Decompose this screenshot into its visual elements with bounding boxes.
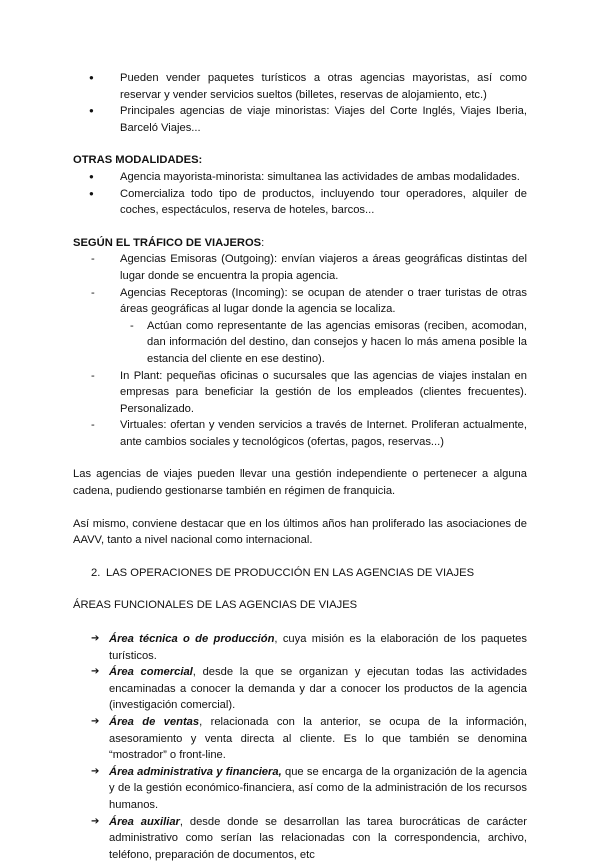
list-item: ➔ Área auxiliar, desde donde se desarrollan las tarea burocráticas de carácter administrativo como serían las relacionadas con la correspondencia, archivo, teléfono, preparación de documentos, etc <box>73 814 527 863</box>
page-content <box>73 70 527 863</box>
list-item: - Virtuales: ofertan y venden servicios a través de Internet. Proliferan actualmente, ante cambios sociales y tecnológicos (ofertas, pagos, reservas...) <box>73 417 527 450</box>
trafico-heading: SEGÚN EL TRÁFICO DE VIAJEROS: <box>73 236 265 249</box>
list-item: - Agencias Receptoras (Incoming): se ocupan de atender o traer turistas de otras áreas geográficas al lugar donde la agencia se localiza. - Actúan como representante de las agencias emisoras (reciben, acomodan, dan información del destino, dan consejos y hacen lo más amena posible la estancia del cliente en ese destino). <box>73 285 527 368</box>
section-title-text: LAS OPERACIONES DE PRODUCCIÓN EN LAS AGENCIAS DE VIAJES <box>106 566 475 579</box>
otras-modalidades-list <box>73 169 527 219</box>
list-item: - Actúan como representante de las agencias emisoras (reciben, acomodan, dan información del destino, dan consejos y hacen lo más amena posible la estancia del cliente en ese destino). <box>120 318 527 368</box>
top-bullet-list <box>73 70 527 136</box>
paragraph: Las agencias de viajes pueden llevar una gestión independiente o pertenecer a alguna cadena, pudiendo gestionarse también en régimen de franquicia. <box>73 468 527 498</box>
list-item: ➔ Área administrativa y financiera, que se encarga de la organización de la agencia y de la gestión económico-financiera, así como de la administración de los recursos humanos. <box>73 764 527 814</box>
list-item: - In Plant: pequeñas oficinas o sucursales que las agencias de viajes instalan en empresas para beneficiar la gestión de los empleados (clientes frecuentes). Personalizado. <box>73 368 527 418</box>
otras-modalidades-heading: OTRAS MODALIDADES: <box>73 154 203 167</box>
list-item: ● Pueden vender paquetes turísticos a otras agencias mayoristas, así como reservar y vender servicios sueltos (billetes, reservas de alojamiento, etc.) <box>73 70 527 103</box>
list-item: ● Principales agencias de viaje minoristas: Viajes del Corte Inglés, Viajes Iberia, Barceló Viajes... <box>73 103 527 136</box>
list-item: ➔ Área técnica o de producción, cuya misión es la elaboración de los paquetes turísticos. <box>73 631 527 664</box>
areas-list <box>73 631 527 863</box>
section-2-title <box>73 565 527 582</box>
section-number: 2. <box>91 566 101 579</box>
list-item: ➔ Área comercial, desde la que se organizan y ejecutan todas las actividades encaminadas a conocer la demanda y dar a conocer los productos de la agencia (investigación comercial). <box>73 664 527 714</box>
list-item: ➔ Área de ventas, relacionada con la anterior, se ocupa de la información, asesoramiento y venta directa al cliente. Es lo que también se denomina “mostrador” o front-line. <box>73 714 527 764</box>
trafico-list <box>73 251 527 450</box>
list-item: ● Agencia mayorista-minorista: simultanea las actividades de ambas modalidades. <box>73 169 527 186</box>
list-item: ● Comercializa todo tipo de productos, incluyendo tour operadores, alquiler de coches, espectáculos, reserva de hoteles, barcos... <box>73 186 527 219</box>
list-item: - Agencias Emisoras (Outgoing): envían viajeros a áreas geográficas distintas del lugar donde se encuentra la propia agencia. <box>73 251 527 284</box>
paragraph: Así mismo, conviene destacar que en los últimos años han proliferado las asociaciones de AAVV, tanto a nivel nacional como internacional. <box>73 517 527 547</box>
receptoras-sublist <box>120 318 527 368</box>
areas-heading: ÁREAS FUNCIONALES DE LAS AGENCIAS DE VIAJES <box>73 599 358 612</box>
